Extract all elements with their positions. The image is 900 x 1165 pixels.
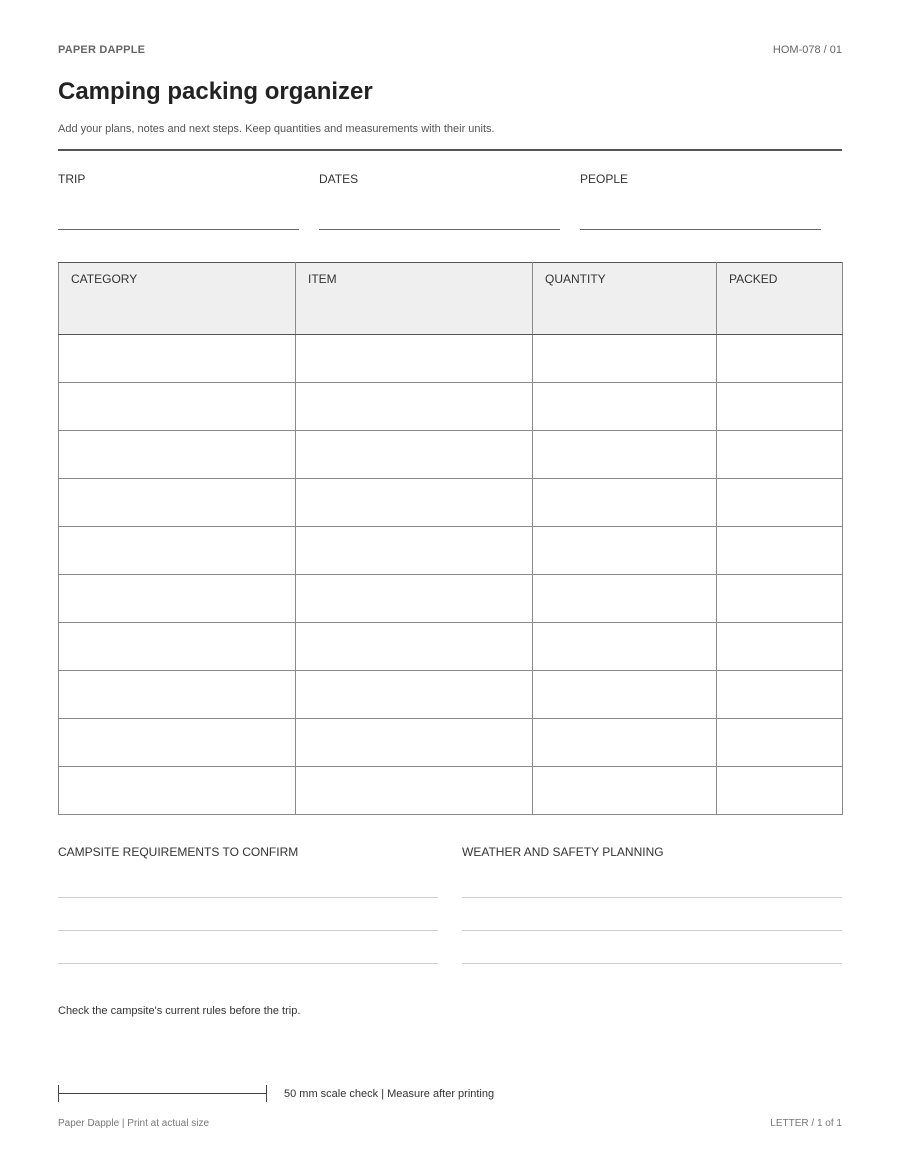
- trip-label: TRIP: [58, 172, 86, 186]
- scale-check-label: 50 mm scale check | Measure after printing: [284, 1088, 495, 1100]
- category-cell[interactable]: [59, 767, 296, 815]
- item-cell[interactable]: [296, 431, 533, 479]
- quantity-cell[interactable]: [533, 575, 717, 623]
- weather-safety-line[interactable]: [462, 963, 842, 964]
- item-cell[interactable]: [296, 671, 533, 719]
- footer-print-note: Paper Dapple | Print at actual size: [58, 1118, 210, 1129]
- column-header-category: CATEGORY: [59, 263, 296, 335]
- item-cell[interactable]: [296, 527, 533, 575]
- packed-cell[interactable]: [717, 527, 843, 575]
- page-title: Camping packing organizer: [58, 78, 373, 105]
- table-body: [59, 335, 843, 815]
- dates-field[interactable]: [319, 229, 560, 230]
- quantity-cell[interactable]: [533, 671, 717, 719]
- footer-page-info: LETTER / 1 of 1: [770, 1118, 842, 1129]
- packed-cell[interactable]: [717, 719, 843, 767]
- campsite-requirements-label: CAMPSITE REQUIREMENTS TO CONFIRM: [58, 845, 299, 859]
- packed-cell[interactable]: [717, 623, 843, 671]
- quantity-cell[interactable]: [533, 431, 717, 479]
- packed-cell[interactable]: [717, 767, 843, 815]
- quantity-cell[interactable]: [533, 623, 717, 671]
- item-cell[interactable]: [296, 623, 533, 671]
- packed-cell[interactable]: [717, 479, 843, 527]
- category-cell[interactable]: [59, 383, 296, 431]
- packed-cell[interactable]: [717, 575, 843, 623]
- trip-field[interactable]: [58, 229, 299, 230]
- table-row: [59, 719, 843, 767]
- item-cell[interactable]: [296, 719, 533, 767]
- people-field[interactable]: [580, 229, 821, 230]
- campsite-requirements-line[interactable]: [58, 897, 438, 898]
- category-cell[interactable]: [59, 623, 296, 671]
- category-cell[interactable]: [59, 719, 296, 767]
- quantity-cell[interactable]: [533, 767, 717, 815]
- brand-name: PAPER DAPPLE: [58, 44, 146, 56]
- column-header-item: ITEM: [296, 263, 533, 335]
- item-cell[interactable]: [296, 383, 533, 431]
- item-cell[interactable]: [296, 479, 533, 527]
- quantity-cell[interactable]: [533, 527, 717, 575]
- document-code: HOM-078 / 01: [772, 44, 842, 56]
- page-subtitle: Add your plans, notes and next steps. Keep quantities and measurements with their units.: [58, 123, 495, 135]
- weather-safety-label: WEATHER AND SAFETY PLANNING: [462, 845, 664, 859]
- table-row: [59, 431, 843, 479]
- dates-label: DATES: [319, 172, 359, 186]
- scale-bar: [58, 1093, 267, 1094]
- campsite-requirements-line[interactable]: [58, 963, 438, 964]
- packed-cell[interactable]: [717, 383, 843, 431]
- table-row: [59, 575, 843, 623]
- table-row: [59, 623, 843, 671]
- item-cell[interactable]: [296, 335, 533, 383]
- item-cell[interactable]: [296, 575, 533, 623]
- weather-safety-line[interactable]: [462, 930, 842, 931]
- category-cell[interactable]: [59, 431, 296, 479]
- packing-table: [58, 262, 842, 815]
- header-divider: [58, 149, 842, 151]
- scale-bar-start-tick: [58, 1085, 59, 1102]
- category-cell[interactable]: [59, 335, 296, 383]
- scale-bar-end-tick: [266, 1085, 267, 1102]
- table-row: [59, 479, 843, 527]
- people-label: PEOPLE: [580, 172, 629, 186]
- category-cell[interactable]: [59, 479, 296, 527]
- campsite-requirements-line[interactable]: [58, 930, 438, 931]
- packed-cell[interactable]: [717, 671, 843, 719]
- quantity-cell[interactable]: [533, 383, 717, 431]
- category-cell[interactable]: [59, 671, 296, 719]
- column-header-packed: PACKED: [717, 263, 843, 335]
- table-row: [59, 335, 843, 383]
- table-row: [59, 527, 843, 575]
- table-row: [59, 767, 843, 815]
- category-cell[interactable]: [59, 575, 296, 623]
- campsite-rules-note: Check the campsite's current rules before the trip.: [58, 1005, 301, 1017]
- table-row: [59, 671, 843, 719]
- quantity-cell[interactable]: [533, 479, 717, 527]
- quantity-cell[interactable]: [533, 335, 717, 383]
- packed-cell[interactable]: [717, 335, 843, 383]
- item-cell[interactable]: [296, 767, 533, 815]
- column-header-quantity: QUANTITY: [533, 263, 717, 335]
- category-cell[interactable]: [59, 527, 296, 575]
- quantity-cell[interactable]: [533, 719, 717, 767]
- packed-cell[interactable]: [717, 431, 843, 479]
- table-header-row: [59, 263, 843, 335]
- weather-safety-line[interactable]: [462, 897, 842, 898]
- table-row: [59, 383, 843, 431]
